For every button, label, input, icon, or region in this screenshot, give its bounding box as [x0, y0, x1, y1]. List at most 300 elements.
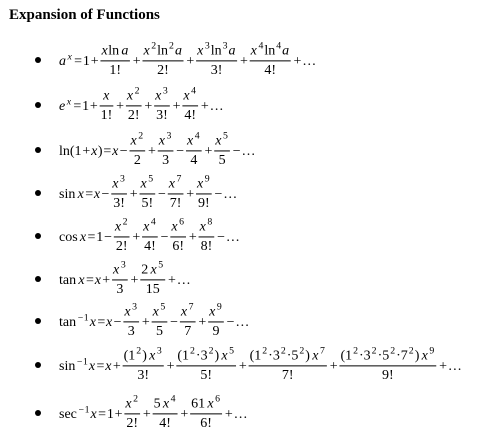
math-glyph: (	[123, 348, 129, 364]
math-glyph: 2	[408, 345, 414, 357]
math-glyph: !	[271, 63, 277, 79]
math-glyph: 9	[429, 345, 435, 357]
math-glyph: +	[168, 273, 176, 289]
math-glyph: !	[144, 368, 150, 384]
math-glyph: 1	[83, 312, 89, 324]
math-glyph: x	[143, 43, 150, 59]
math-glyph: 3	[166, 130, 172, 142]
math-glyph: x	[88, 359, 96, 375]
formula-svg	[59, 41, 319, 80]
math-glyph: 2	[115, 239, 123, 255]
math-glyph: 1	[74, 144, 82, 160]
math-glyph: 3	[127, 324, 135, 340]
math-glyph: 8	[207, 216, 213, 228]
math-glyph: ·	[396, 348, 401, 364]
math-glyph: 5	[152, 282, 160, 298]
math-glyph: 5	[223, 130, 228, 142]
math-glyph: 1	[106, 407, 114, 423]
math-glyph: ln	[210, 43, 222, 59]
formula-svg	[59, 174, 240, 213]
bullet-icon	[35, 102, 41, 108]
math-glyph: +	[238, 359, 247, 375]
math-glyph: 9	[216, 301, 222, 313]
math-glyph: −	[76, 356, 83, 368]
math-glyph: 7	[188, 301, 194, 313]
math-glyph: x	[158, 133, 165, 149]
math-glyph: !	[151, 239, 156, 255]
math-glyph: +	[89, 99, 98, 115]
math-glyph: 1	[96, 230, 104, 246]
math-glyph: …	[176, 273, 191, 289]
math-glyph: …	[447, 359, 462, 375]
math-glyph: …	[225, 230, 240, 246]
list-item	[35, 40, 481, 80]
math-glyph: 3	[162, 85, 168, 97]
math-glyph: (	[177, 348, 183, 364]
math-glyph: +	[224, 407, 233, 423]
math-glyph: x	[78, 273, 85, 289]
math-glyph: !	[179, 239, 184, 255]
math-glyph: sin	[59, 187, 76, 203]
math-glyph: !	[191, 108, 197, 124]
math-glyph: −	[160, 230, 169, 246]
bullet-icon	[35, 318, 41, 324]
math-glyph: =	[73, 99, 82, 115]
math-glyph: )	[142, 348, 147, 364]
math-glyph: …	[302, 54, 317, 70]
math-glyph: x	[183, 88, 190, 104]
math-glyph: 2	[390, 345, 396, 357]
math-glyph: +	[129, 187, 138, 203]
math-glyph: 2	[151, 40, 157, 52]
math-glyph: +	[144, 99, 153, 115]
math-glyph: e	[59, 99, 66, 115]
math-glyph: 3	[363, 348, 371, 364]
list-item	[35, 393, 481, 433]
math-glyph: !	[288, 368, 294, 384]
math-glyph: x	[140, 176, 147, 192]
math-glyph: 2	[133, 153, 141, 169]
math-glyph: x	[94, 273, 101, 289]
math-glyph: x	[93, 187, 101, 203]
math-glyph: −	[78, 404, 84, 416]
math-glyph: 7	[184, 324, 192, 340]
formula-svg	[59, 131, 258, 170]
math-glyph: −	[232, 144, 241, 160]
math-glyph: +	[114, 407, 123, 423]
math-glyph: …	[241, 144, 256, 160]
math-glyph: x	[124, 304, 131, 320]
math-glyph: 1	[82, 54, 90, 70]
math-glyph: x	[77, 187, 84, 203]
bullet-icon	[35, 276, 41, 282]
bullet-icon	[35, 57, 41, 63]
formula-svg	[59, 86, 226, 125]
math-glyph: x	[103, 88, 110, 104]
math-glyph: 6	[215, 393, 221, 405]
math-glyph: 3	[200, 348, 208, 364]
math-glyph: 3	[132, 301, 138, 313]
math-glyph: x	[143, 219, 150, 235]
math-glyph: !	[205, 196, 210, 212]
math-glyph: x	[221, 348, 228, 364]
math-glyph: −	[170, 315, 179, 331]
math-glyph: a	[228, 43, 236, 59]
math-glyph: a	[59, 54, 66, 70]
math-glyph: x	[101, 43, 108, 59]
math-glyph: =	[97, 315, 106, 331]
math-glyph: 5	[155, 324, 163, 340]
math-glyph: x	[113, 262, 120, 278]
math-glyph: ln	[108, 43, 120, 59]
math-glyph: …	[233, 407, 248, 423]
list-item	[35, 301, 481, 341]
math-glyph: …	[235, 315, 250, 331]
math-glyph: (	[69, 144, 75, 160]
math-glyph: +	[329, 359, 338, 375]
math-glyph: !	[207, 368, 213, 384]
list-item	[35, 259, 481, 299]
math-glyph: 3	[137, 368, 145, 384]
math-glyph: =	[103, 144, 112, 160]
math-glyph: 2	[190, 345, 195, 357]
math-glyph: 5	[148, 173, 154, 185]
math-glyph: cos	[59, 230, 78, 246]
math-glyph: −	[113, 315, 122, 331]
math-glyph: 6	[172, 239, 180, 255]
list-item	[35, 85, 481, 125]
math-glyph: 3	[162, 153, 170, 169]
math-glyph: 1	[198, 396, 206, 412]
math-glyph: tan	[59, 315, 77, 331]
formula-arcsin	[59, 346, 464, 385]
math-glyph: 2	[134, 85, 140, 97]
math-glyph: 2	[169, 40, 174, 52]
math-glyph: x	[155, 88, 162, 104]
math-glyph: +	[102, 273, 111, 289]
formula-exp-e	[59, 86, 226, 125]
math-glyph: x	[207, 396, 214, 412]
math-glyph: x	[90, 407, 97, 423]
math-glyph: +	[186, 54, 195, 70]
formula-tan	[59, 260, 193, 299]
math-glyph: )	[305, 348, 310, 364]
math-glyph: a	[282, 43, 290, 59]
math-glyph: −	[77, 312, 84, 324]
math-glyph: −	[101, 187, 110, 203]
math-glyph: +	[239, 54, 248, 70]
math-glyph: 5	[382, 348, 390, 364]
math-glyph: x	[197, 176, 204, 192]
math-glyph: 9	[382, 368, 390, 384]
math-glyph: 3	[156, 108, 164, 124]
math-glyph: =	[85, 187, 94, 203]
math-glyph: !	[207, 416, 212, 432]
formula-svg	[59, 260, 193, 299]
math-glyph: 2	[136, 345, 142, 357]
math-glyph: !	[176, 196, 182, 212]
math-glyph: x	[130, 133, 137, 149]
math-glyph: x	[112, 176, 119, 192]
math-glyph: =	[96, 359, 105, 375]
math-glyph: x	[106, 315, 113, 331]
math-glyph: 4	[144, 239, 152, 255]
math-glyph: 9	[204, 173, 210, 185]
formula-svg	[59, 217, 242, 256]
math-glyph: −	[217, 230, 225, 246]
math-glyph: 9	[212, 324, 220, 340]
math-glyph: 2	[127, 108, 135, 124]
math-glyph: !	[207, 239, 213, 255]
math-glyph: 3	[272, 348, 280, 364]
math-glyph: !	[133, 416, 139, 432]
math-glyph: ·	[377, 348, 383, 364]
math-glyph: +	[180, 407, 189, 423]
math-glyph: +	[132, 54, 141, 70]
math-glyph: −	[214, 187, 223, 203]
list-item	[35, 216, 481, 256]
math-glyph: +	[141, 315, 150, 331]
math-glyph: +	[148, 144, 156, 160]
math-glyph: 4	[276, 40, 282, 52]
bullet-icon	[35, 233, 41, 239]
math-glyph: −	[176, 144, 185, 160]
math-glyph: −	[104, 230, 112, 246]
formula-svg	[59, 394, 250, 433]
math-glyph: 3	[116, 282, 124, 298]
page-title: Expansion of Functions	[9, 7, 160, 23]
formula-sin	[59, 174, 240, 213]
math-glyph: 1	[83, 356, 88, 368]
math-glyph: +	[90, 54, 99, 70]
math-glyph: +	[172, 99, 181, 115]
bullet-icon	[35, 362, 41, 368]
math-glyph: 4	[190, 153, 198, 169]
math-glyph: 4	[264, 63, 272, 79]
list-item	[35, 130, 481, 170]
math-glyph: x	[162, 396, 170, 412]
math-glyph: 3	[156, 345, 162, 357]
math-glyph: −	[119, 144, 128, 160]
math-glyph: +	[188, 230, 197, 246]
math-glyph: 4	[150, 216, 156, 228]
math-glyph: !	[164, 63, 169, 79]
math-glyph: 2	[280, 345, 286, 357]
math-glyph: x	[152, 304, 159, 320]
math-glyph: x	[150, 262, 157, 278]
math-glyph: +	[293, 54, 302, 70]
math-glyph: 2	[353, 345, 359, 357]
math-glyph: 1	[345, 348, 353, 364]
math-glyph: x	[66, 96, 72, 108]
math-glyph: −	[226, 315, 235, 331]
math-glyph: x	[209, 304, 216, 320]
math-glyph: 4	[258, 40, 264, 52]
math-glyph: x	[215, 133, 222, 149]
math-glyph: 5	[200, 368, 208, 384]
formula-arcsec	[59, 394, 250, 433]
math-glyph: x	[126, 88, 134, 104]
math-glyph: !	[120, 196, 125, 212]
math-glyph: 1	[109, 63, 117, 79]
formula-arctan	[59, 302, 252, 341]
math-glyph: +	[200, 99, 209, 115]
math-glyph: !	[166, 416, 171, 432]
list-item	[35, 345, 481, 385]
math-glyph: 1	[182, 348, 190, 364]
math-glyph: 4	[191, 85, 197, 97]
math-glyph: 8	[200, 239, 208, 255]
math-glyph: =	[98, 407, 106, 423]
math-glyph: x	[180, 304, 188, 320]
math-glyph: !	[122, 239, 128, 255]
math-glyph: 2	[157, 63, 165, 79]
math-glyph: x	[197, 43, 204, 59]
math-glyph: 2	[122, 216, 128, 228]
math-glyph: …	[209, 99, 224, 115]
math-glyph: 1	[100, 108, 108, 124]
math-glyph: !	[107, 108, 113, 124]
math-glyph: 2	[262, 345, 268, 357]
math-glyph: 3	[113, 196, 121, 212]
math-glyph: 3	[222, 40, 228, 52]
math-glyph: ·	[268, 348, 273, 364]
math-glyph: x	[421, 348, 428, 364]
formula-svg	[59, 346, 464, 385]
math-glyph: 2	[126, 416, 134, 432]
math-glyph: !	[134, 108, 140, 124]
math-glyph: sec	[59, 407, 77, 423]
math-glyph: 7	[169, 196, 177, 212]
math-glyph: !	[217, 63, 223, 79]
math-glyph: 2	[299, 345, 305, 357]
math-glyph: 7	[281, 368, 289, 384]
math-glyph: 7	[176, 173, 182, 185]
math-glyph: !	[116, 63, 122, 79]
math-glyph: 2	[133, 393, 139, 405]
math-glyph: 4	[194, 130, 200, 142]
math-glyph: +	[204, 144, 213, 160]
math-glyph: 5	[160, 301, 166, 313]
math-glyph: 4	[184, 108, 192, 124]
math-glyph: x	[186, 133, 194, 149]
math-glyph: )	[97, 144, 103, 160]
math-glyph: ·	[286, 348, 292, 364]
math-glyph: x	[112, 144, 119, 160]
formula-exp-a	[59, 41, 319, 80]
formula-cos	[59, 217, 242, 256]
math-glyph: a	[121, 43, 129, 59]
math-glyph: 2	[208, 345, 214, 357]
math-glyph: x	[67, 51, 72, 63]
math-glyph: 6	[200, 416, 208, 432]
math-glyph: 5	[141, 196, 149, 212]
math-glyph: −	[158, 187, 166, 203]
math-glyph: ·	[195, 348, 201, 364]
math-glyph: 6	[191, 396, 199, 412]
math-glyph: x	[79, 230, 87, 246]
math-glyph: =	[87, 230, 96, 246]
math-glyph: +	[198, 315, 207, 331]
math-glyph: +	[439, 359, 448, 375]
math-glyph: ·	[359, 348, 364, 364]
math-glyph: x	[125, 396, 132, 412]
formula-svg	[59, 302, 252, 341]
math-glyph: 1	[84, 404, 90, 416]
math-glyph: !	[389, 368, 394, 384]
math-glyph: 2	[371, 345, 377, 357]
math-glyph: x	[114, 219, 122, 235]
math-glyph: 5	[229, 345, 235, 357]
math-glyph: (	[249, 348, 255, 364]
math-glyph: 3	[204, 40, 210, 52]
math-glyph: 9	[198, 196, 206, 212]
math-glyph: +	[142, 407, 151, 423]
math-glyph: 2	[138, 130, 144, 142]
math-glyph: 4	[170, 393, 176, 405]
math-glyph: x	[199, 219, 206, 235]
math-glyph: sin	[59, 359, 76, 375]
math-glyph: +	[132, 230, 141, 246]
math-glyph: 2	[141, 262, 149, 278]
math-glyph: 5	[218, 153, 226, 169]
math-glyph: tan	[59, 273, 77, 289]
math-glyph: 3	[120, 259, 126, 271]
math-glyph: 7	[319, 345, 325, 357]
math-glyph: x	[91, 144, 98, 160]
math-glyph: +	[186, 187, 195, 203]
bullet-icon	[35, 410, 41, 416]
math-glyph: 1	[145, 282, 153, 298]
math-glyph: 3	[120, 173, 125, 185]
math-glyph: a	[174, 43, 182, 59]
math-glyph: +	[166, 359, 175, 375]
math-glyph: 5	[153, 396, 161, 412]
math-glyph: x	[168, 176, 175, 192]
math-glyph: +	[112, 359, 121, 375]
math-glyph: )	[414, 348, 420, 364]
formula-ln	[59, 131, 258, 170]
math-glyph: )	[214, 348, 220, 364]
math-glyph: x	[105, 359, 112, 375]
math-glyph: +	[82, 144, 91, 160]
math-glyph: =	[74, 54, 83, 70]
math-glyph: x	[89, 315, 96, 331]
math-glyph: 1	[254, 348, 262, 364]
math-glyph: +	[116, 99, 125, 115]
math-glyph: 1	[128, 348, 136, 364]
math-glyph: 6	[179, 216, 185, 228]
math-glyph: 5	[158, 259, 164, 271]
math-glyph: ln	[157, 43, 169, 59]
math-glyph: …	[223, 187, 238, 203]
bullet-icon	[35, 190, 41, 196]
math-glyph: (	[340, 348, 346, 364]
math-glyph: 7	[400, 348, 408, 364]
math-glyph: !	[163, 108, 168, 124]
math-glyph: 4	[159, 416, 167, 432]
math-glyph: x	[312, 348, 319, 364]
math-glyph: 1	[82, 99, 90, 115]
math-glyph: 5	[291, 348, 299, 364]
math-glyph: x	[149, 348, 156, 364]
math-glyph: ln	[264, 43, 276, 59]
math-glyph: x	[250, 43, 257, 59]
math-glyph: !	[148, 196, 154, 212]
bullet-icon	[35, 147, 41, 153]
math-glyph: ln	[59, 144, 70, 160]
math-glyph: =	[85, 273, 94, 289]
